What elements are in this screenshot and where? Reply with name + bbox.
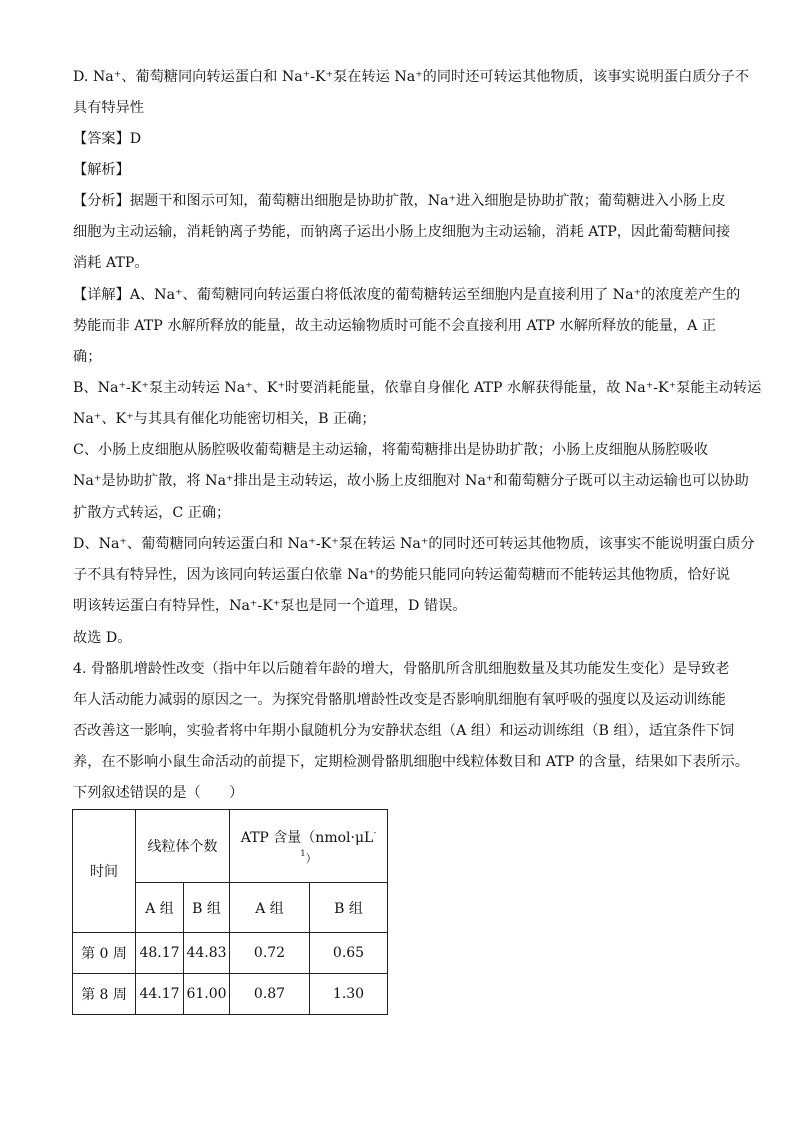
text-line: C、小肠上皮细胞从肠腔吸收葡萄糖是主动运输，将葡萄糖排出是协助扩散；小肠上皮细胞从肠腔吸收 bbox=[73, 442, 709, 458]
text-line: 年人活动能力减弱的原因之一。为探究骨骼肌增龄性改变是否影响肌细胞有氧呼吸的强度以及运动训练能 bbox=[73, 692, 726, 708]
text-line: 具有特异性 bbox=[73, 100, 144, 116]
text-line: 势能而非 ATP 水解所释放的能量，故主动运输物质时可能不会直接利用 ATP 水解所释放的能量，A 正 bbox=[73, 318, 717, 334]
text-line: 【解析】 bbox=[73, 162, 130, 178]
atp-group-b: B 组 bbox=[310, 883, 388, 933]
atp-header-close: ） bbox=[305, 852, 317, 865]
text-line: D. Na⁺、葡萄糖同向转运蛋白和 Na⁺-K⁺泵在转运 Na⁺的同时还可转运其他物质，该事实说明蛋白质分子不 bbox=[73, 69, 750, 85]
row-atp-b: 1.30 bbox=[310, 974, 388, 1015]
table-row bbox=[73, 974, 388, 1015]
text-line: 细胞为主动运输，消耗钠离子势能，而钠离子运出小肠上皮细胞为主动运输，消耗 ATP，因此葡萄糖间接 bbox=[73, 224, 731, 240]
text-line: 消耗 ATP。 bbox=[73, 255, 149, 271]
text-line: 下列叙述错误的是（ ） bbox=[73, 785, 244, 801]
text-line: 故选 D。 bbox=[73, 630, 132, 646]
text-line: 扩散方式转运，C 正确； bbox=[73, 505, 231, 521]
text-line: Na⁺、K⁺与其具有催化功能密切相关，B 正确； bbox=[73, 411, 376, 427]
text-line: 明该转运蛋白有特异性，Na⁺-K⁺泵也是同一个道理，D 错误。 bbox=[73, 598, 467, 614]
results-table bbox=[72, 809, 388, 1015]
text-line: D、Na⁺、葡萄糖同向转运蛋白和 Na⁺-K⁺泵在转运 Na⁺的同时还可转运其他物质，该事实不能说明蛋白质分 bbox=[73, 536, 755, 552]
mito-group-a: A 组 bbox=[136, 883, 184, 933]
time-header: 时间 bbox=[73, 810, 136, 933]
row-time: 第 8 周 bbox=[73, 974, 136, 1015]
row-mito-b: 44.83 bbox=[184, 933, 230, 974]
row-atp-a: 0.72 bbox=[230, 933, 310, 974]
text-line: 确； bbox=[73, 349, 102, 365]
atp-header bbox=[230, 810, 388, 883]
mito-header: 线粒体个数 bbox=[136, 810, 230, 883]
atp-header-sup-2: 1 bbox=[300, 849, 306, 860]
text-line: 否改善这一影响，实验者将中年期小鼠随机分为安静状态组（A 组）和运动训练组（B 组），适宜条件下饲 bbox=[73, 723, 735, 739]
text-line: B、Na⁺-K⁺泵主动转运 Na⁺、K⁺时要消耗能量，依靠自身催化 ATP 水解获得能量，故 Na⁺-K⁺泵能主动转运 bbox=[73, 380, 762, 396]
atp-header-sup: - bbox=[373, 828, 377, 839]
table-row bbox=[73, 933, 388, 974]
text-line: 子不具有特异性，因为该同向转运蛋白依靠 Na⁺的势能只能同向转运葡萄糖而不能转运其他物质，恰好说 bbox=[73, 567, 731, 583]
mito-group-b: B 组 bbox=[184, 883, 230, 933]
text-line: 4. 骨骼肌增龄性改变（指中年以后随着年龄的增大，骨骼肌所含肌细胞数量及其功能发生变化）是导致老 bbox=[73, 661, 730, 677]
row-atp-b: 0.65 bbox=[310, 933, 388, 974]
text-line: 【答案】D bbox=[73, 131, 142, 147]
text-line: 养，在不影响小鼠生命活动的前提下，定期检测骨骼肌细胞中线粒体数目和 ATP 的含量，结果如下表所示。 bbox=[73, 754, 749, 770]
row-atp-a: 0.87 bbox=[230, 974, 310, 1015]
text-line: 【详解】A、Na⁺、葡萄糖同向转运蛋白将低浓度的葡萄糖转运至细胞内是直接利用了 Na⁺的浓度差产生的 bbox=[73, 287, 741, 303]
row-mito-a: 44.17 bbox=[136, 974, 184, 1015]
row-mito-a: 48.17 bbox=[136, 933, 184, 974]
atp-header-text: ATP 含量（nmol·μL bbox=[240, 830, 374, 846]
text-line: Na⁺是协助扩散，将 Na⁺排出是主动转运，故小肠上皮细胞对 Na⁺和葡萄糖分子既可以主动运输也可以协助 bbox=[73, 473, 749, 489]
atp-group-a: A 组 bbox=[230, 883, 310, 933]
text-line: 【分析】据题干和图示可知，葡萄糖出细胞是协助扩散，Na⁺进入细胞是协助扩散；葡萄糖进入小肠上皮 bbox=[73, 193, 726, 209]
row-time: 第 0 周 bbox=[73, 933, 136, 974]
row-mito-b: 61.00 bbox=[184, 974, 230, 1015]
